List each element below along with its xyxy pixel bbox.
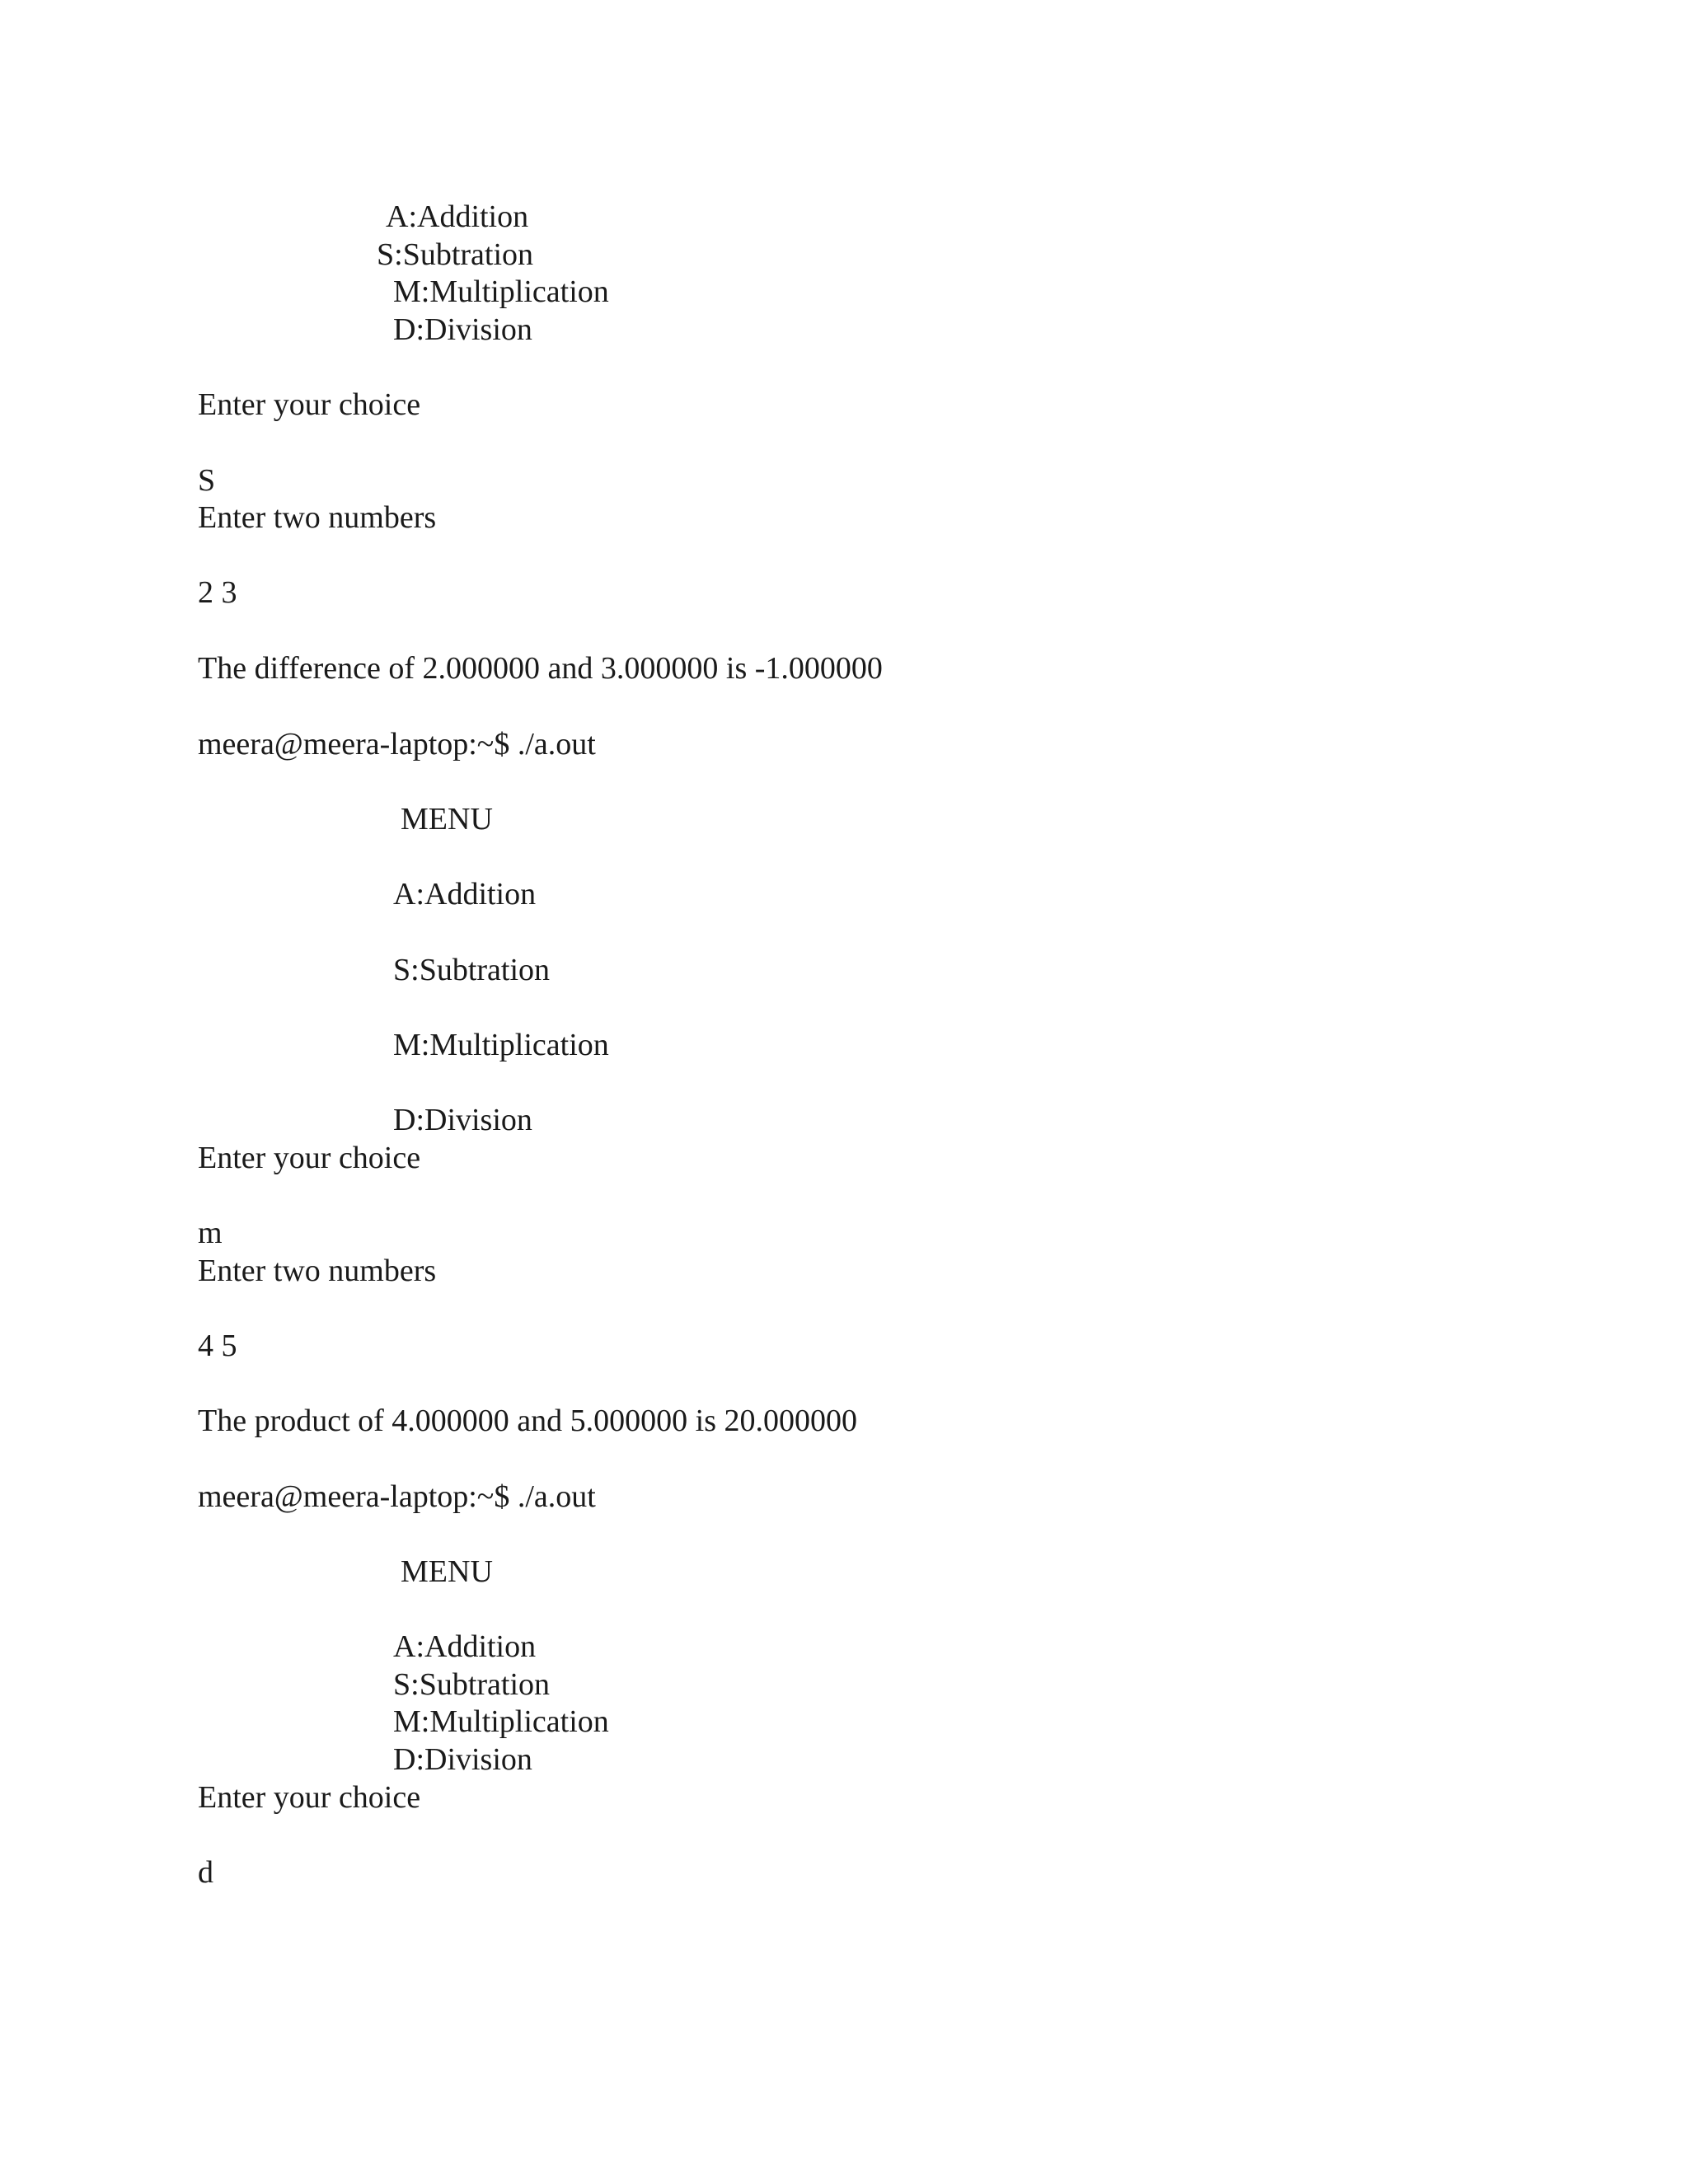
result-line: The difference of 2.000000 and 3.000000 is -1.000000 (198, 651, 883, 686)
user-numbers: 4 5 (198, 1329, 237, 1363)
menu-item-addition: A:Addition (393, 877, 537, 912)
prompt-choice: Enter your choice (198, 387, 421, 422)
menu-item-multiplication: M:Multiplication (393, 1028, 609, 1062)
user-choice: m (198, 1216, 223, 1250)
user-choice: S (198, 463, 216, 498)
menu-item-multiplication: M:Multiplication (393, 274, 609, 309)
shell-command: meera@meera-laptop:~$ ./a.out (198, 727, 596, 762)
menu-item-subtraction: S:Subtration (393, 1667, 551, 1702)
menu-heading: MENU (401, 1554, 493, 1589)
prompt-choice: Enter your choice (198, 1780, 421, 1815)
shell-command: meera@meera-laptop:~$ ./a.out (198, 1479, 596, 1514)
result-line: The product of 4.000000 and 5.000000 is 20.000000 (198, 1404, 858, 1438)
prompt-numbers: Enter two numbers (198, 1254, 437, 1288)
menu-item-subtraction: S:Subtration (377, 237, 534, 272)
user-numbers: 2 3 (198, 575, 237, 610)
menu-item-multiplication: M:Multiplication (393, 1704, 609, 1739)
user-choice: d (198, 1855, 213, 1890)
menu-item-addition: A:Addition (386, 199, 529, 234)
menu-item-division: D:Division (393, 1742, 532, 1777)
menu-item-subtraction: S:Subtration (393, 953, 551, 987)
prompt-choice: Enter your choice (198, 1141, 421, 1175)
menu-item-addition: A:Addition (393, 1629, 537, 1664)
prompt-numbers: Enter two numbers (198, 500, 437, 535)
menu-item-division: D:Division (393, 1103, 532, 1137)
menu-heading: MENU (401, 802, 493, 837)
menu-item-division: D:Division (393, 312, 532, 347)
